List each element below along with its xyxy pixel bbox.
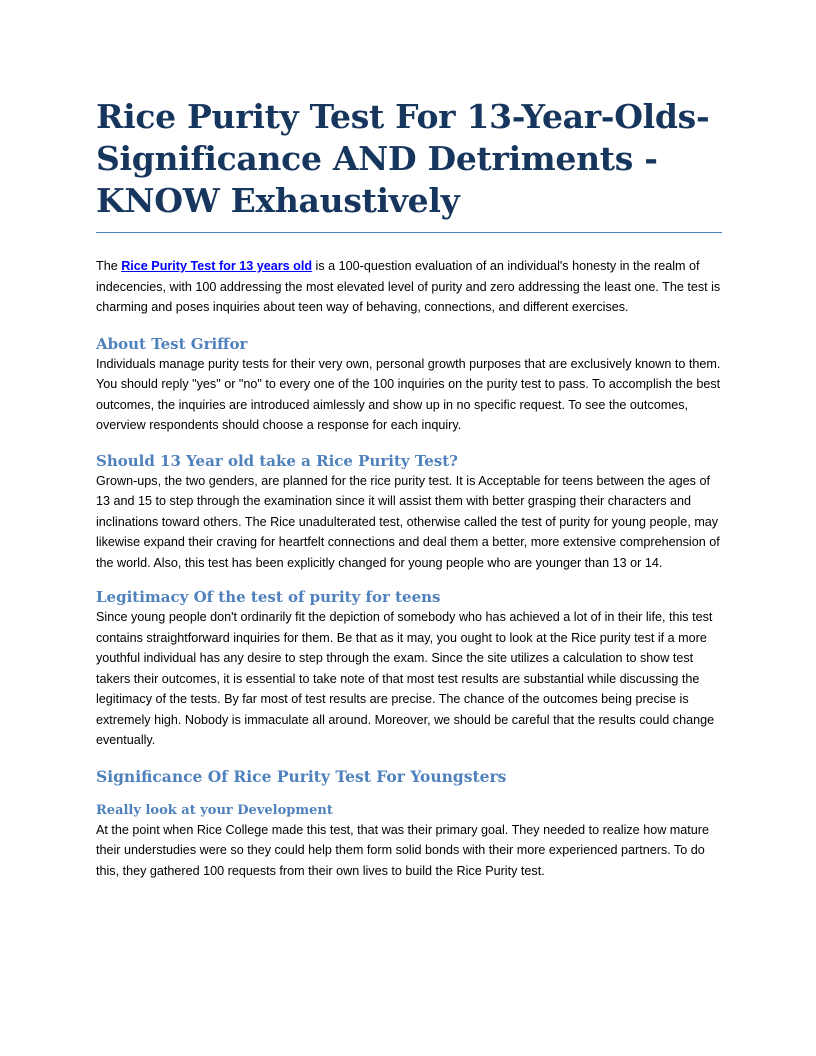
document-page	[96, 96, 722, 881]
section-body-about: Individuals manage purity tests for their very own, personal growth purposes that are exclusively known to them. You should reply "yes" or "no" to every one of the 100 inquiries on the purity test to pass. To accomplish the best outcomes, the inquiries are introduced aimlessly and show up in no specific request. To see the outcomes, overview respondents should choose a response for each inquiry.	[96, 356, 721, 432]
section-heading-about: About Test Griffor	[96, 334, 248, 353]
section-body-development: At the point when Rice College made this test, that was their primary goal. They needed to realize how mature their understudies were so they could help them form solid bonds with their more experienced partners. To do this, they gathered 100 requests from their own lives to build the Rice Purity test.	[96, 822, 709, 878]
section-body-legitimacy: Since young people don't ordinarily fit the depiction of somebody who has achieved a lot of in their life, this test contains straightforward inquiries for them. Be that as it may, you ought to look at the Rice purity test if a more youthful individual has any desire to step through the exam. Since the site utilizes a calculation to show test takers their outcomes, it is essential to take note of that most test results are substantial while discussing the legitimacy of the tests. By far most of test results are precise. The chance of the outcomes being precise is extremely high. Nobody is immaculate all around. Moreover, we should be careful that the results could change eventually.	[96, 610, 715, 747]
section-heading-should-take: Should 13 Year old take a Rice Purity Test?	[96, 451, 458, 470]
subsection-heading-development: Really look at your Development	[96, 802, 333, 818]
title-divider	[96, 232, 722, 233]
document-title: Rice Purity Test For 13-Year-Olds- Significance AND Detriments - KNOW Exhaustively	[96, 97, 710, 220]
section-heading-significance: Significance Of Rice Purity Test For Youngsters	[96, 766, 507, 786]
rice-purity-test-link[interactable]: Rice Purity Test for 13 years old	[121, 259, 313, 273]
intro-paragraph	[96, 256, 722, 318]
intro-suffix: is a 100-question evaluation of an individual's honesty in the realm of indecencies, with 100 addressing the most elevated level of purity and zero addressing the least one. The test is charming and poses inquiries about teen way of behaving, connections, and different exercises.	[96, 259, 721, 314]
intro-prefix: The	[96, 259, 122, 273]
section-body-should-take: Grown-ups, the two genders, are planned for the rice purity test. It is Acceptable for teens between the ages of 13 and 15 to step through the examination since it will assist them with better grasping their characters and inclinations toward others. The Rice unadulterated test, otherwise called the test of purity for young people, may likewise expand their craving for heartfelt connections and deal them a better, more extensive comprehension of the world. Also, this test has been explicitly changed for young people who are younger than 13 or 14.	[96, 473, 720, 570]
section-heading-legitimacy: Legitimacy Of the test of purity for teens	[96, 588, 441, 606]
